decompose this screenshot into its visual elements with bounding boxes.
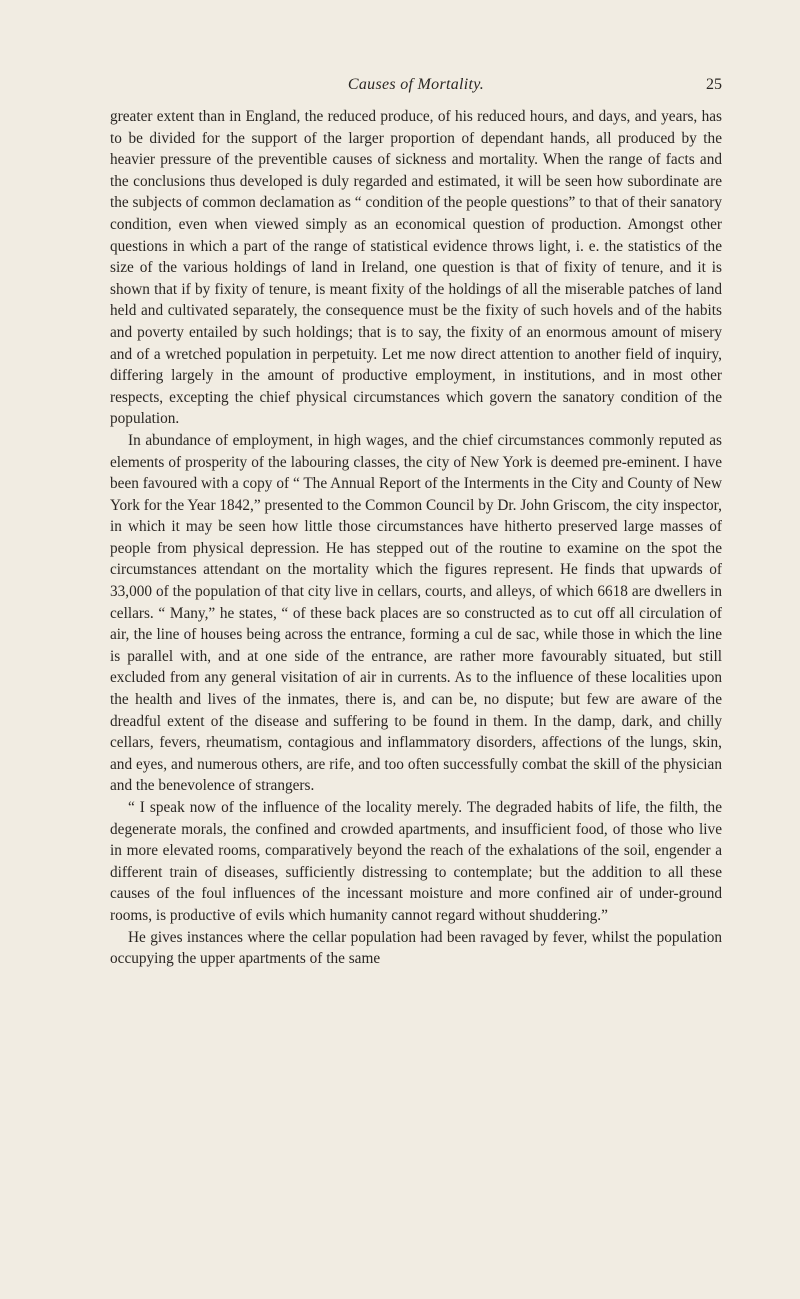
paragraph-2: In abundance of employment, in high wages, and the chief circumstances commonly reputed as elements of prosperity of the labouring classes, the city of New York is deemed pre-eminent. I have been favoured with a copy of “ The Annual Report of the Interments in the City and County of New York for the Year 1842,” presented to the Common Council by Dr. John Griscom, the city inspector, in which it may be seen how little those circumstances have hitherto preserved large masses of people from physical depression. He has stepped out of the routine to examine on the spot the circumstances attendant on the mortality which the figures represent. He finds that upwards of 33,000 of the population of that city live in cellars, courts, and alleys, of which 6618 are dwellers in cellars. “ Many,” he states, “ of these back places are so constructed as to cut off all circulation of air, the line of houses being across the entrance, forming a cul de sac, while those in which the line is parallel with, and at one side of the entrance, are rather more favourably situated, but still excluded from any general visitation of air in currents. As to the influence of these localities upon the health and lives of the inmates, there is, and can be, no dispute; but few are aware of the dreadful extent of the disease and suffering to be found in them. In the damp, dark, and chilly cellars, fevers, rheumatism, contagious and inflammatory disorders, affections of the lungs, skin, and eyes, and numerous others, are rife, and too often successfully combat the skill of the physician and the benevolence of strangers. xyxy=(110,431,722,795)
page-header xyxy=(110,76,722,106)
paragraph-4: He gives instances where the cellar population had been ravaged by fever, whilst the population occupying the upper apartments of the same xyxy=(110,928,722,968)
page-number: 25 xyxy=(706,76,722,93)
paragraph-1: greater extent than in England, the reduced produce, of his reduced hours, and days, and years, has to be divided for the support of the larger proportion of dependant hands, all produced by the heavier pressure of the preventible causes of sickness and mortality. When the range of facts and the conclusions thus developed is duly regarded and estimated, it will be seen how subordinate are the subjects of common declamation as “ condition of the people questions” to that of their sanatory condition, even when viewed simply as an economical question of production. Amongst other questions in which a part of the range of statistical evidence throws light, i. e. the statistics of the size of the various holdings of land in Ireland, one question is that of fixity of tenure, and it is shown that if by fixity of tenure, is meant fixity of the holdings of all the miserable patches of land held and cultivated separately, the consequence must be the fixity of such hovels and of the habits and poverty entailed by such holdings; that is to say, the fixity of an enormous amount of misery and of a wretched population in perpetuity. Let me now direct attention to another field of inquiry, differing largely in the amount of productive employment, in institutions, and in most other respects, excepting the chief physical circumstances which govern the sanatory condition of the population. xyxy=(110,108,722,428)
body-text xyxy=(110,106,722,970)
running-head: Causes of Mortality. xyxy=(347,76,485,93)
paragraph-3: “ I speak now of the influence of the locality merely. The degraded habits of life, the filth, the degenerate morals, the confined and crowded apartments, and insufficient food, of those who live in more elevated rooms, comparatively beyond the reach of the exhalations of the soil, engender a different train of diseases, sufficiently distressing to contemplate; but the addition to all these causes of the foul influences of the incessant moisture and more confined air of under-ground rooms, is productive of evils which humanity cannot regard without shuddering.” xyxy=(110,799,722,924)
